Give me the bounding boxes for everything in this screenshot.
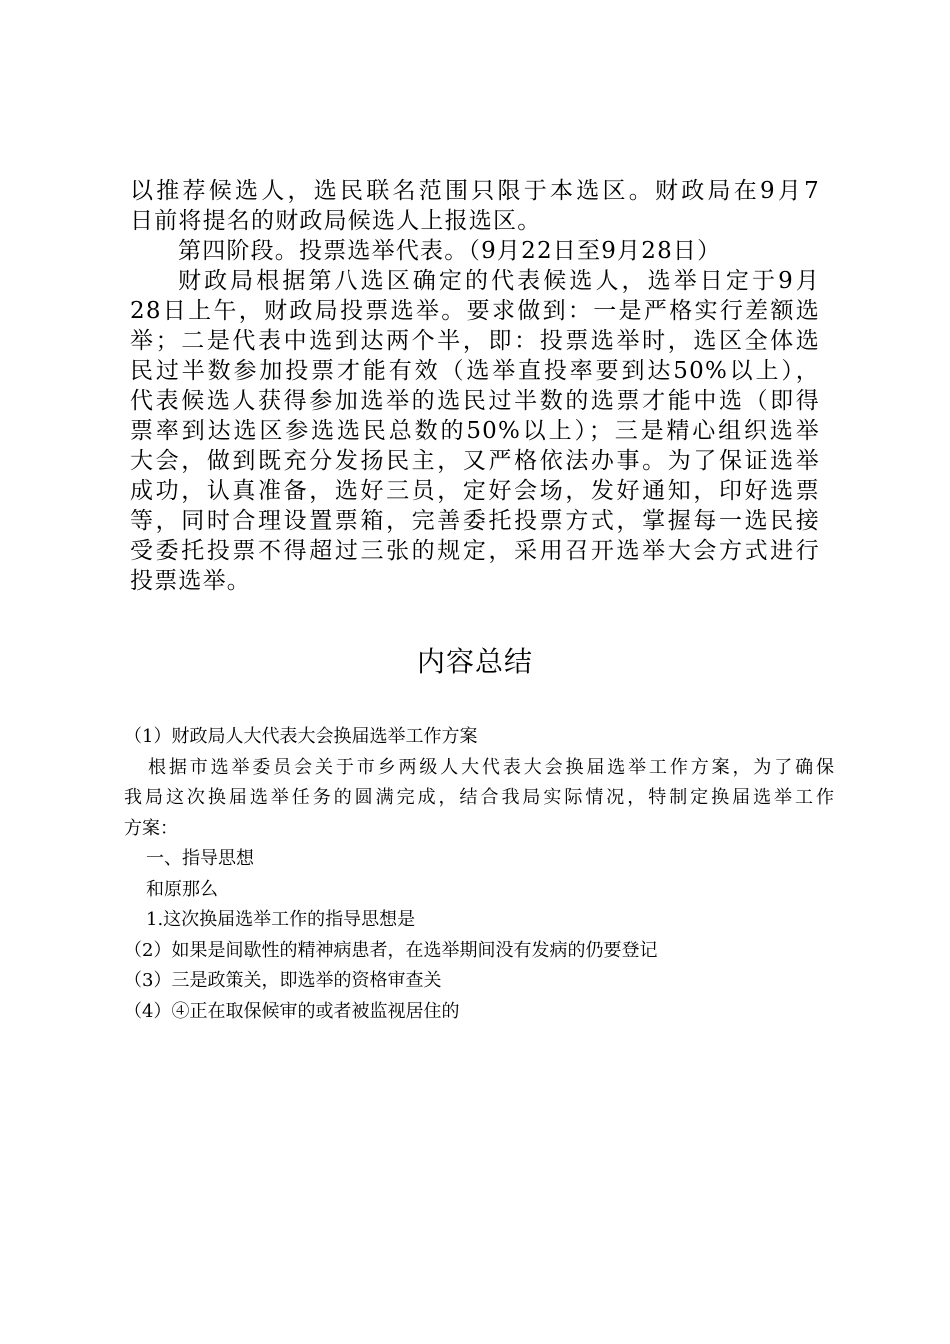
body-line: 日前将提名的财政局候选人上报选区。 <box>130 208 542 234</box>
summary-body <box>124 722 834 1027</box>
summary-line: 和原那么 <box>146 878 218 900</box>
summary-line: 方案： <box>124 817 178 839</box>
body-line: 代表候选人获得参加选举的选民过半数的选票才能中选（即得 <box>130 388 820 414</box>
body-line: 民过半数参加投票才能有效（选举直投率要到达50%以上）， <box>130 358 820 384</box>
summary-line: （3）三是政策关，即选举的资格审查关 <box>124 970 442 991</box>
summary-line: 一、指导思想 <box>146 848 254 869</box>
body-line: 28日上午，财政局投票选举。要求做到：一是严格实行差额选 <box>130 298 820 324</box>
summary-line: 我局这次换届选举任务的圆满完成，结合我局实际情况，特制定换届选举工作 <box>124 787 834 808</box>
summary-line: （4）④正在取保候审的或者被监视居住的 <box>124 1000 460 1022</box>
stage-heading: 第四阶段。投票选举代表。（9月22日至9月28日） <box>178 238 722 264</box>
body-line: 以推荐候选人，选民联名范围只限于本选区。财政局在9月7 <box>130 178 820 204</box>
body-line: 财政局根据第八选区确定的代表候选人，选举日定于9月 <box>178 268 820 294</box>
body-line: 举；二是代表中选到达两个半，即：投票选举时，选区全体选 <box>130 328 820 354</box>
body-line: 投票选举。 <box>130 568 251 594</box>
body-line: 受委托投票不得超过三张的规定，采用召开选举大会方式进行 <box>130 538 820 564</box>
document-body-top <box>130 176 820 596</box>
body-line: 等，同时合理设置票箱，完善委托投票方式，掌握每一选民接 <box>130 508 820 534</box>
summary-line: （2）如果是间歇性的精神病患者，在选举期间没有发病的仍要登记 <box>124 939 658 961</box>
body-line: 票率到达选区参选选民总数的50%以上）；三是精心组织选举 <box>130 418 820 444</box>
summary-title: 内容总结 <box>416 645 533 678</box>
body-line: 大会，做到既充分发扬民主，又严格依法办事。为了保证选举 <box>130 448 820 474</box>
summary-line: 根据市选举委员会关于市乡两级人大代表大会换届选举工作方案，为了确保 <box>148 756 834 778</box>
summary-line: 1.这次换届选举工作的指导思想是 <box>146 909 416 930</box>
body-line: 成功，认真准备，选好三员，定好会场，发好通知，印好选票 <box>130 478 820 504</box>
summary-line: （1）财政局人大代表大会换届选举工作方案 <box>124 726 478 747</box>
